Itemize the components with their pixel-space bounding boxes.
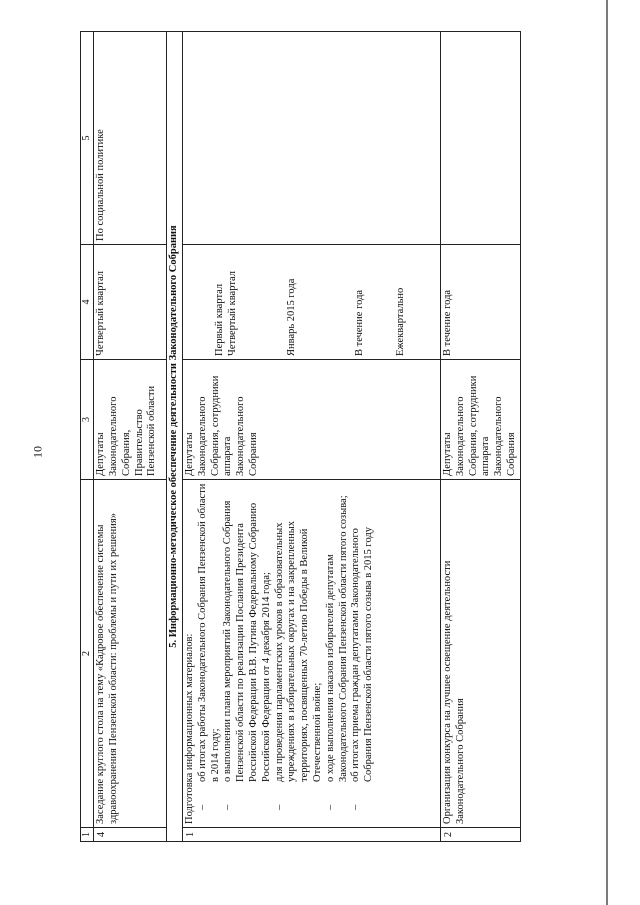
dash-marker: – <box>196 804 208 810</box>
row-number: 2 <box>440 828 520 842</box>
bullet-list <box>197 483 376 824</box>
row-number: 1 <box>182 828 440 842</box>
deadline-item: Первый квартал <box>213 283 225 356</box>
section-heading-row <box>167 32 183 842</box>
responsible-cell: Депутаты Законодательного Собрания, сотрудники аппарата Законодательного Собрания <box>182 360 440 480</box>
deadline-cell: Четвертый квартал <box>94 245 167 360</box>
column-number: 2 <box>81 480 94 828</box>
event-intro: Подготовка информационных материалов: <box>183 633 195 824</box>
list-item <box>222 483 273 824</box>
committee-cell <box>182 32 440 245</box>
event-cell: Заседание круглого стола на тему «Кадровое обеспечение системы здравоохранения Пензенской области: проблемы и пути их решения» <box>94 480 167 828</box>
plan-table <box>80 31 521 842</box>
margin-rule <box>606 0 608 905</box>
column-number: 4 <box>81 245 94 360</box>
list-item-text: о ходе выполнения наказов избирателей депутатам Законодательного Собрания Пензенской области пятого созыва; <box>324 495 349 782</box>
committee-cell <box>440 32 520 245</box>
table-row <box>182 32 440 842</box>
column-number: 1 <box>81 828 94 842</box>
list-item-text: о выполнении плана мероприятий Законодательного Собрания Пензенской области по реализации Послания Президента Российской Федерации В.В. Путина Федеральному Собранию Российской Федерации от 4 декабря 2014 года; <box>222 500 272 782</box>
column-number: 5 <box>81 32 94 245</box>
deadline-cell <box>182 245 440 360</box>
column-number: 3 <box>81 360 94 480</box>
dash-marker: – <box>350 804 362 810</box>
dash-marker: – <box>222 804 234 810</box>
page-number: 10 <box>30 446 45 458</box>
responsible-cell: Депутаты Законодательного Собрания, сотрудники аппарата Законодательного Собрания <box>440 360 520 480</box>
list-item-text: об итогах приема граждан депутатами Законодательного Собрания Пензенской области пятого созыва в 2015 году <box>350 526 375 782</box>
column-number-row <box>81 32 94 842</box>
dash-marker: – <box>324 804 336 810</box>
event-cell: Организация конкурса на лучшее освещение деятельности Законодательного Собрания <box>440 480 520 828</box>
deadline-cell: В течение года <box>440 245 520 360</box>
responsible-cell: Депутаты Законодательного Собрания, Правительство Пензенской области <box>94 360 167 480</box>
deadline-item: Ежеквартально <box>395 287 407 356</box>
table-row <box>94 32 167 842</box>
deadline-item: Январь 2015 года <box>285 278 297 356</box>
committee-cell: По социальной политике <box>94 32 167 245</box>
rotated-table-wrapper <box>80 32 520 842</box>
list-item <box>350 483 376 824</box>
list-item-text: для проведения парламентских уроков в образовательных учреждениях в избирательных округах и на закрепленных территориях, посвященных 70-летию Победы в Великой Отечественной войне; <box>273 520 323 782</box>
list-item <box>325 483 351 824</box>
deadline-item: В течение года <box>354 289 366 356</box>
section-title: 5. Информационно-методическое обеспечение деятельности Законодательного Собрания <box>167 32 183 842</box>
list-item-text: об итогах работы Законодательного Собрания Пензенской области в 2014 году; <box>196 483 221 782</box>
event-cell <box>182 480 440 828</box>
deadline-item: Четвертый квартал <box>226 270 238 356</box>
list-item <box>274 483 325 824</box>
list-item <box>197 483 223 824</box>
row-number: 4 <box>94 828 167 842</box>
table-row <box>440 32 520 842</box>
dash-marker: – <box>273 804 285 810</box>
